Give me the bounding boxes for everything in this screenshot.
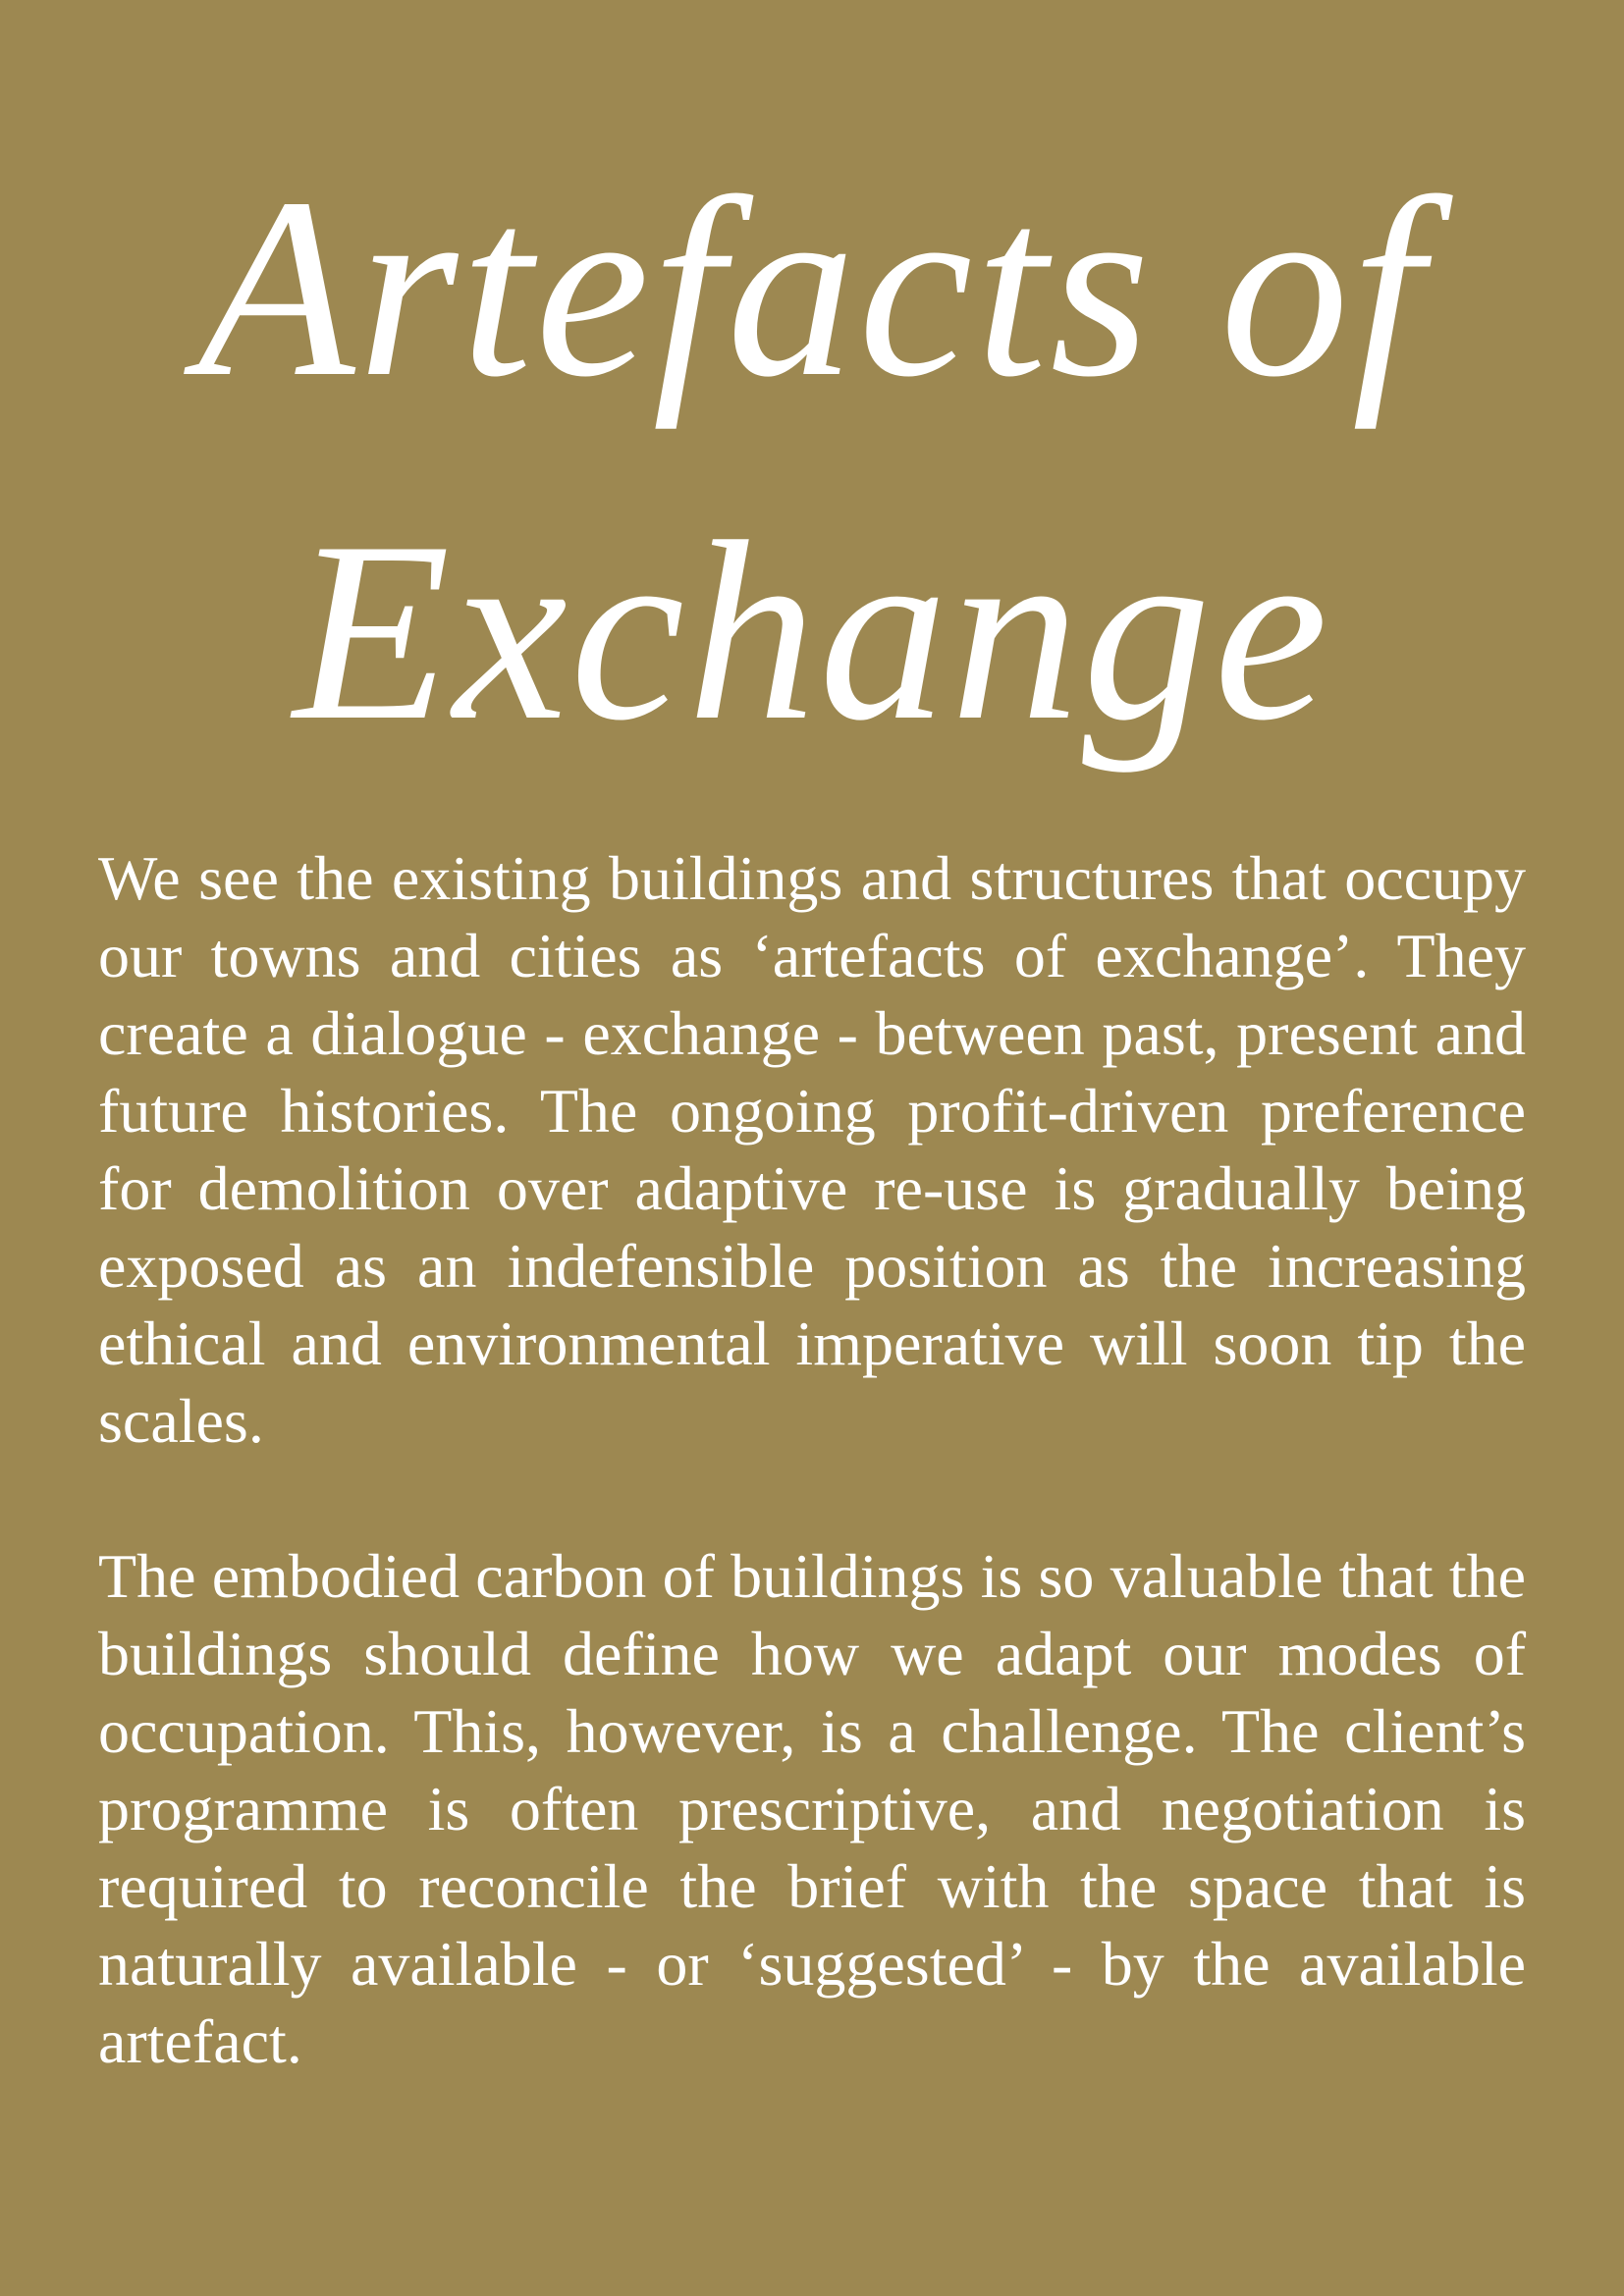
paragraph-1: We see the existing buildings and structures that occupy our towns and cities as ‘artefacts of exchange’. They create a dialogue - exchange - between past, present and future histories. The ongoing profit-driven preference for demolition over adaptive re-use is gradually being exposed as an indefensible position as the increasing ethical and environmental imperative will soon tip the scales.	[98, 843, 1526, 1456]
title-line-2: Exchange	[293, 489, 1331, 774]
body-text	[98, 839, 1526, 2080]
title-line-1: Artefacts of	[197, 145, 1427, 430]
page-title	[98, 0, 1526, 803]
paragraph-2: The embodied carbon of buildings is so valuable that the buildings should define how we adapt our modes of occupation. This, however, is a challenge. The client’s programme is often prescriptive, and negotiation is required to reconcile the brief with the space that is naturally available - or ‘suggested’ - by the available artefact.	[98, 1541, 1526, 2076]
